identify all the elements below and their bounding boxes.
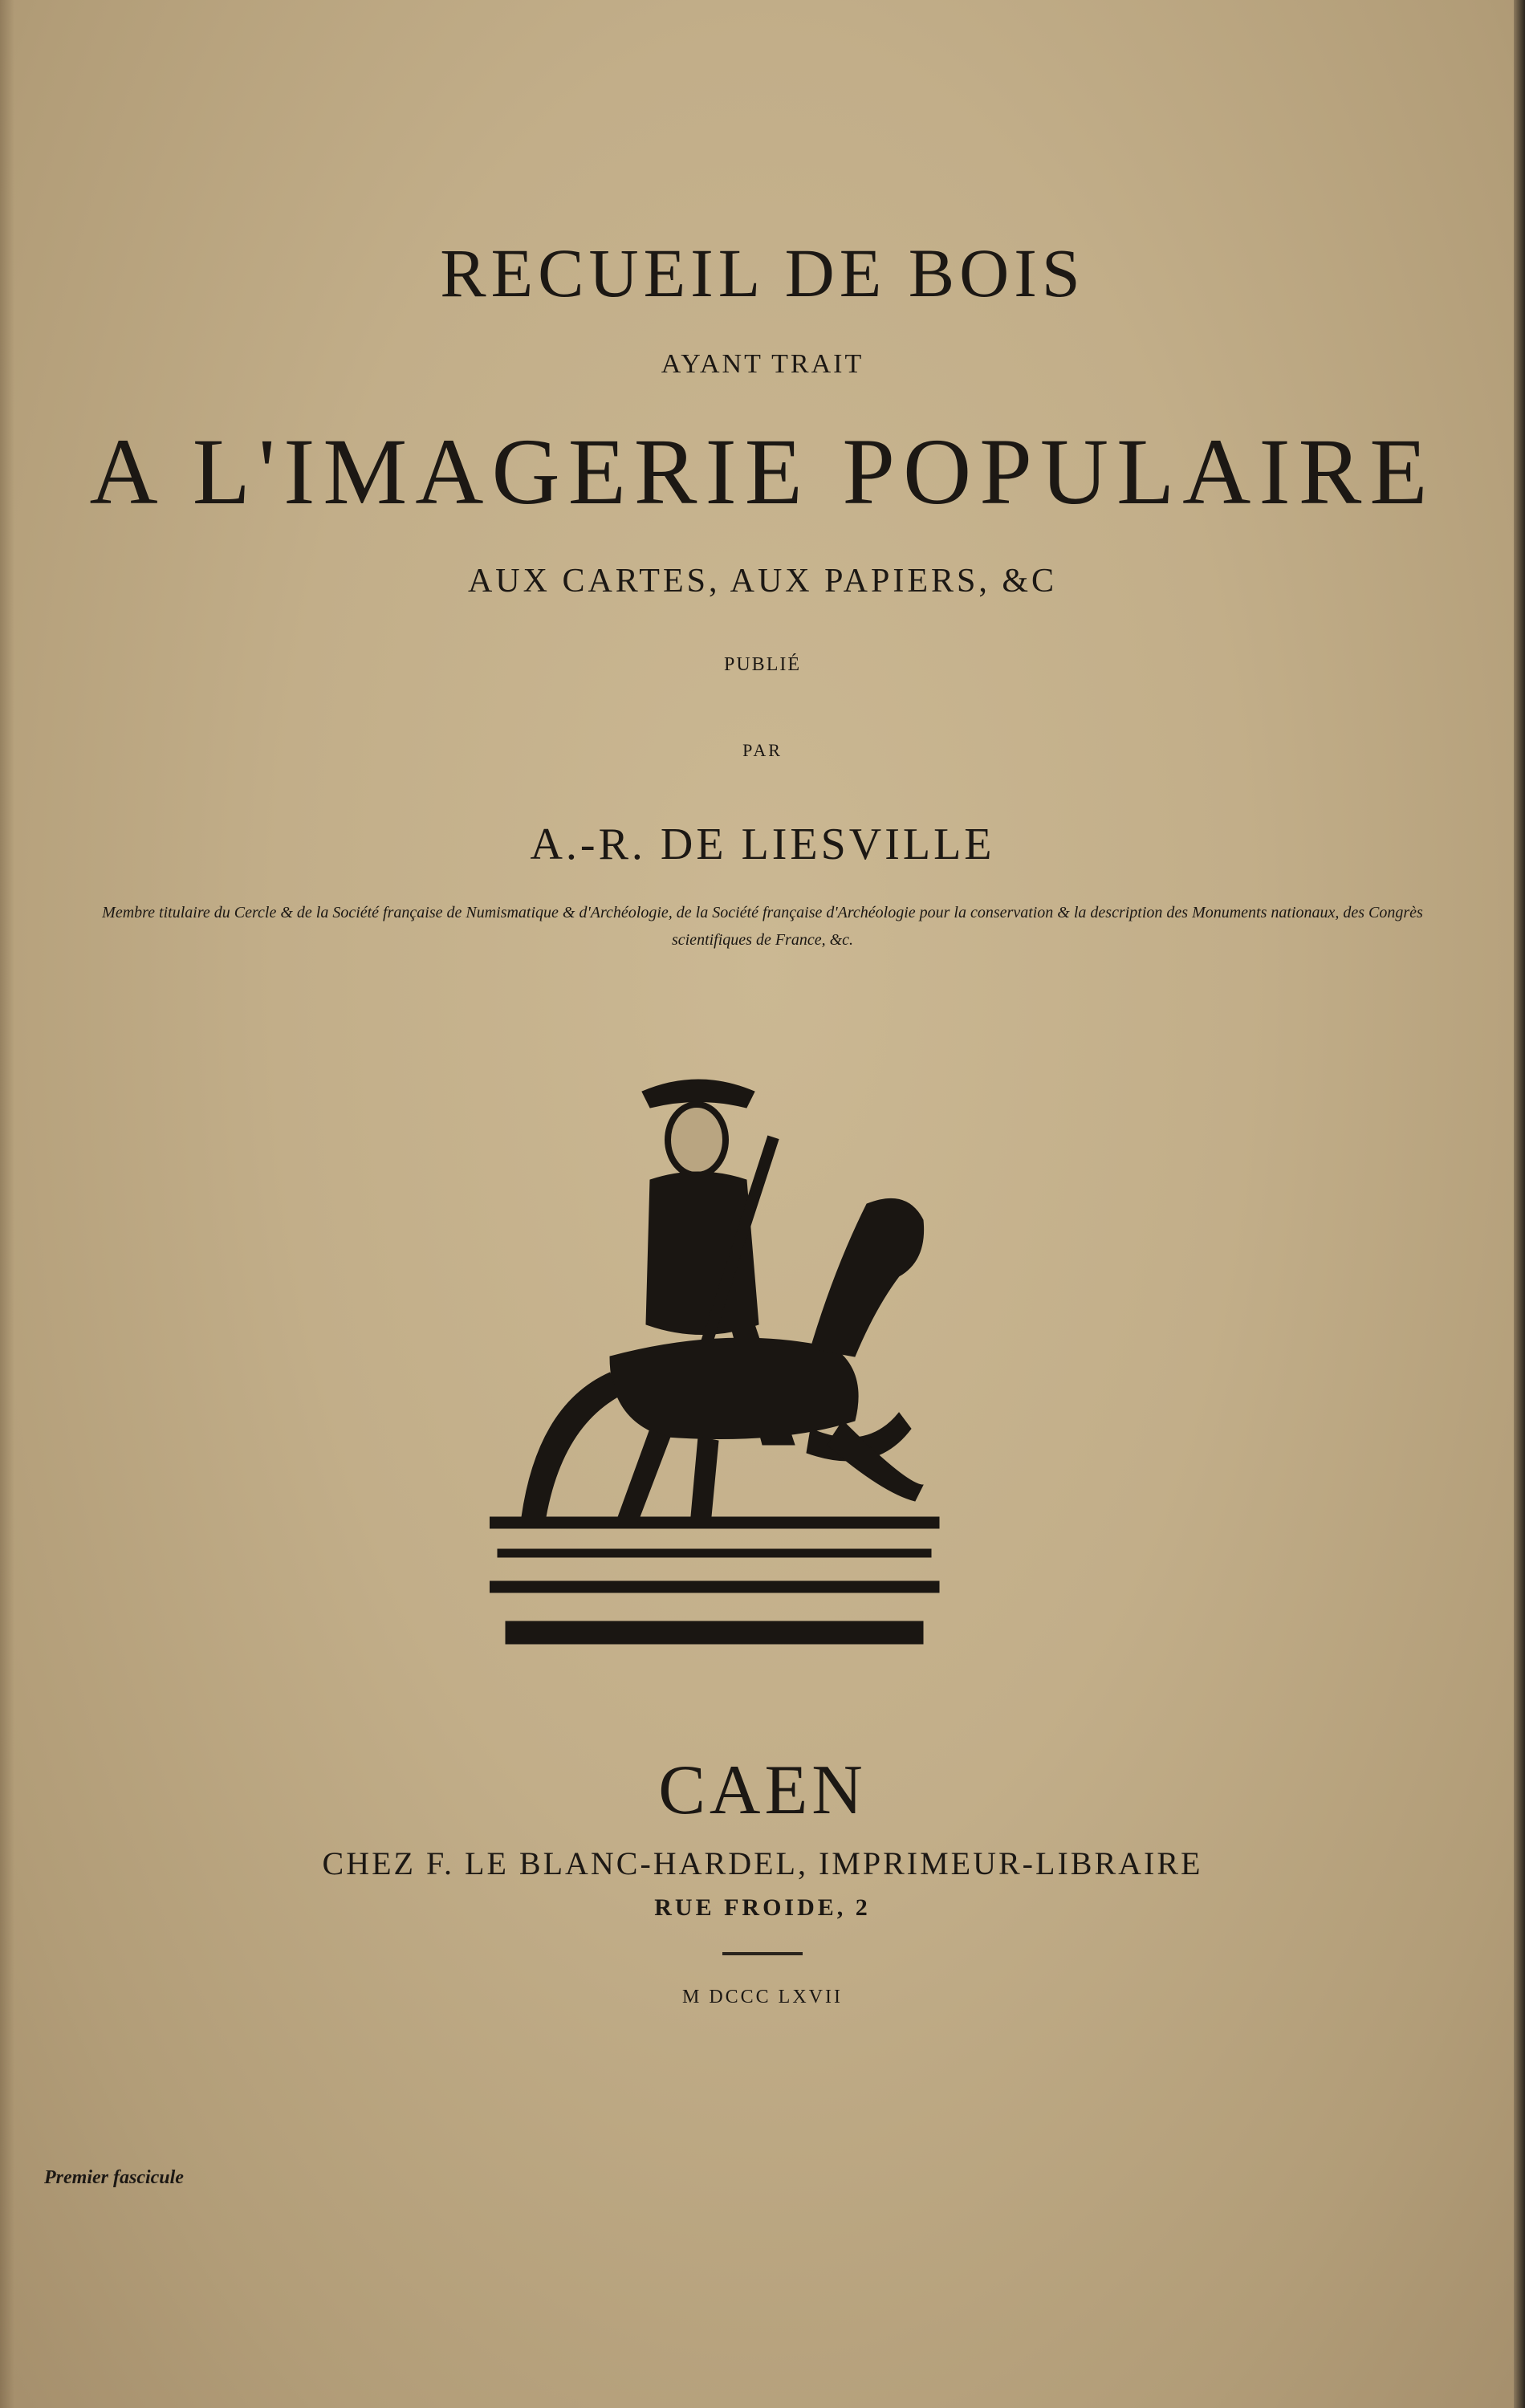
city: CAEN	[658, 1751, 867, 1829]
by-label: PAR	[742, 740, 783, 760]
woodcut-horseman-icon	[490, 1068, 971, 1662]
published-label: PUBLIÉ	[724, 654, 801, 675]
title-line-1: RECUEIL DE BOIS	[440, 234, 1085, 311]
fascicle-annotation: Premier fascicule	[44, 2167, 184, 2188]
divider	[722, 1952, 803, 1955]
year: M DCCC LXVII	[681, 1987, 843, 2007]
author-memberships: Membre titulaire du Cercle & de la Société française de Numismatique & d'Archéologie, de la Société française d'Archéologie pour la conservation & la description des Monuments nationaux, des Congrès scientifiques de France, &c.	[102, 904, 1423, 949]
street: RUE FROIDE, 2	[654, 1894, 871, 1921]
main-title: A L'IMAGERIE POPULAIRE	[89, 419, 1436, 524]
printer: CHEZ F. LE BLANC-HARDEL, IMPRIMEUR-LIBRAIRE	[322, 1845, 1203, 1881]
title-line-2: AYANT TRAIT	[661, 349, 864, 379]
author-name: A.-R. DE LIESVILLE	[530, 820, 995, 869]
subtitle: AUX CARTES, AUX PAPIERS, &C	[467, 563, 1058, 600]
